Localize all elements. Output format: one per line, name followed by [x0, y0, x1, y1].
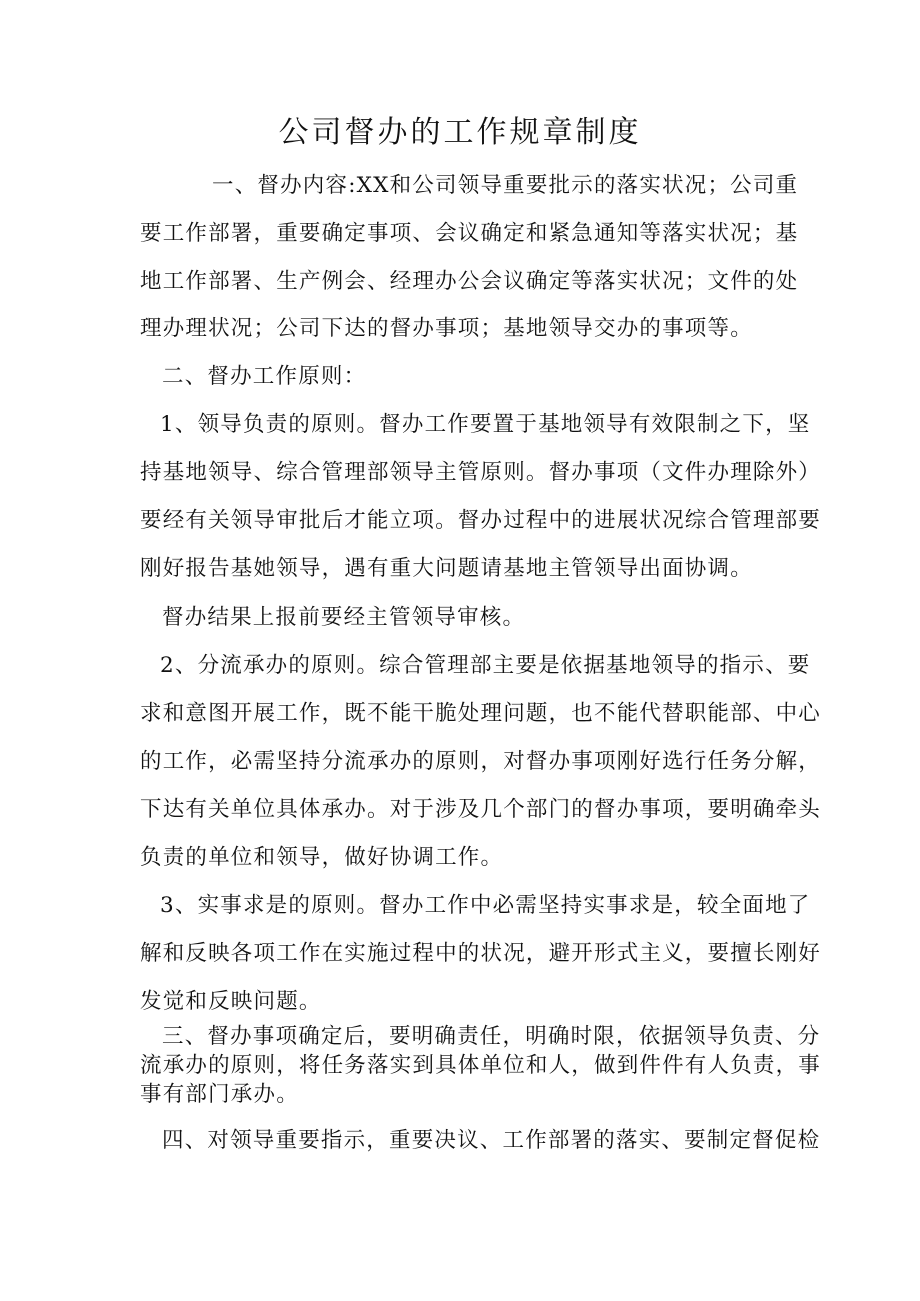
paragraph-line: 地工作部署、生产例会、经理办公会议确定等落实状况；文件的处: [140, 269, 799, 294]
paragraph-line: 要经有关领导审批后才能立项。督办过程中的进展状况综合管理部要: [140, 508, 822, 533]
paragraph-line: 持基地领导、综合管理部领导主管原则。督办事项（文件办理除外）: [140, 460, 822, 485]
paragraph-line: 理办理状况；公司下达的督办事项；基地领导交办的事项等。: [140, 316, 753, 341]
paragraph-line: 三、督办事项确定后，要明确责任，明确时限，依据领导负责、分: [162, 1024, 821, 1049]
paragraph-line: 要工作部署，重要确定事项、会议确定和紧急通知等落实状况；基: [140, 221, 799, 246]
paragraph-line: 一、督办内容:XX和公司领导重要批示的落实状况；公司重: [212, 173, 799, 198]
document-title: 公司督办的工作规章制度: [278, 115, 642, 150]
paragraph-line: 负责的单位和领导，做好协调工作。: [140, 845, 504, 870]
paragraph-line: 2、分流承办的原则。综合管理部主要是依据基地领导的指示、要: [160, 653, 811, 678]
paragraph-line: 的工作，必需坚持分流承办的原则，对督办事项刚好选行任务分解，: [140, 749, 822, 774]
paragraph-line: 发觉和反映问题。: [140, 989, 322, 1014]
paragraph-line: 解和反映各项工作在实施过程中的状况，避开形式主义，要擅长刚好: [140, 941, 822, 966]
paragraph-line: 下达有关单位具体承办。对于涉及几个部门的督办事项，要明确牵头: [140, 797, 822, 822]
section-heading: 二、督办工作原则：: [162, 364, 367, 389]
paragraph-line: 求和意图开展工作，既不能干脆处理问题，也不能代替职能部、中心: [140, 701, 822, 726]
paragraph-line: 流承办的原则，将任务落实到具体单位和人，做到件件有人负责，事: [140, 1053, 822, 1078]
paragraph-line: 督办结果上报前要经主管领导审核。: [162, 605, 526, 630]
paragraph-line: 刚好报告基她领导，遇有重大问题请基地主管领导出面协调。: [140, 556, 753, 581]
paragraph-line: 四、对领导重要指示，重要决议、工作部署的落实、要制定督促检: [162, 1128, 821, 1153]
paragraph-line: 1、领导负责的原则。督办工作要置于基地领导有效限制之下，坚: [160, 412, 811, 437]
paragraph-line: 3、实事求是的原则。督办工作中必需坚持实事求是，较全面地了: [160, 893, 811, 918]
paragraph-line: 事有部门承办。: [140, 1082, 299, 1107]
